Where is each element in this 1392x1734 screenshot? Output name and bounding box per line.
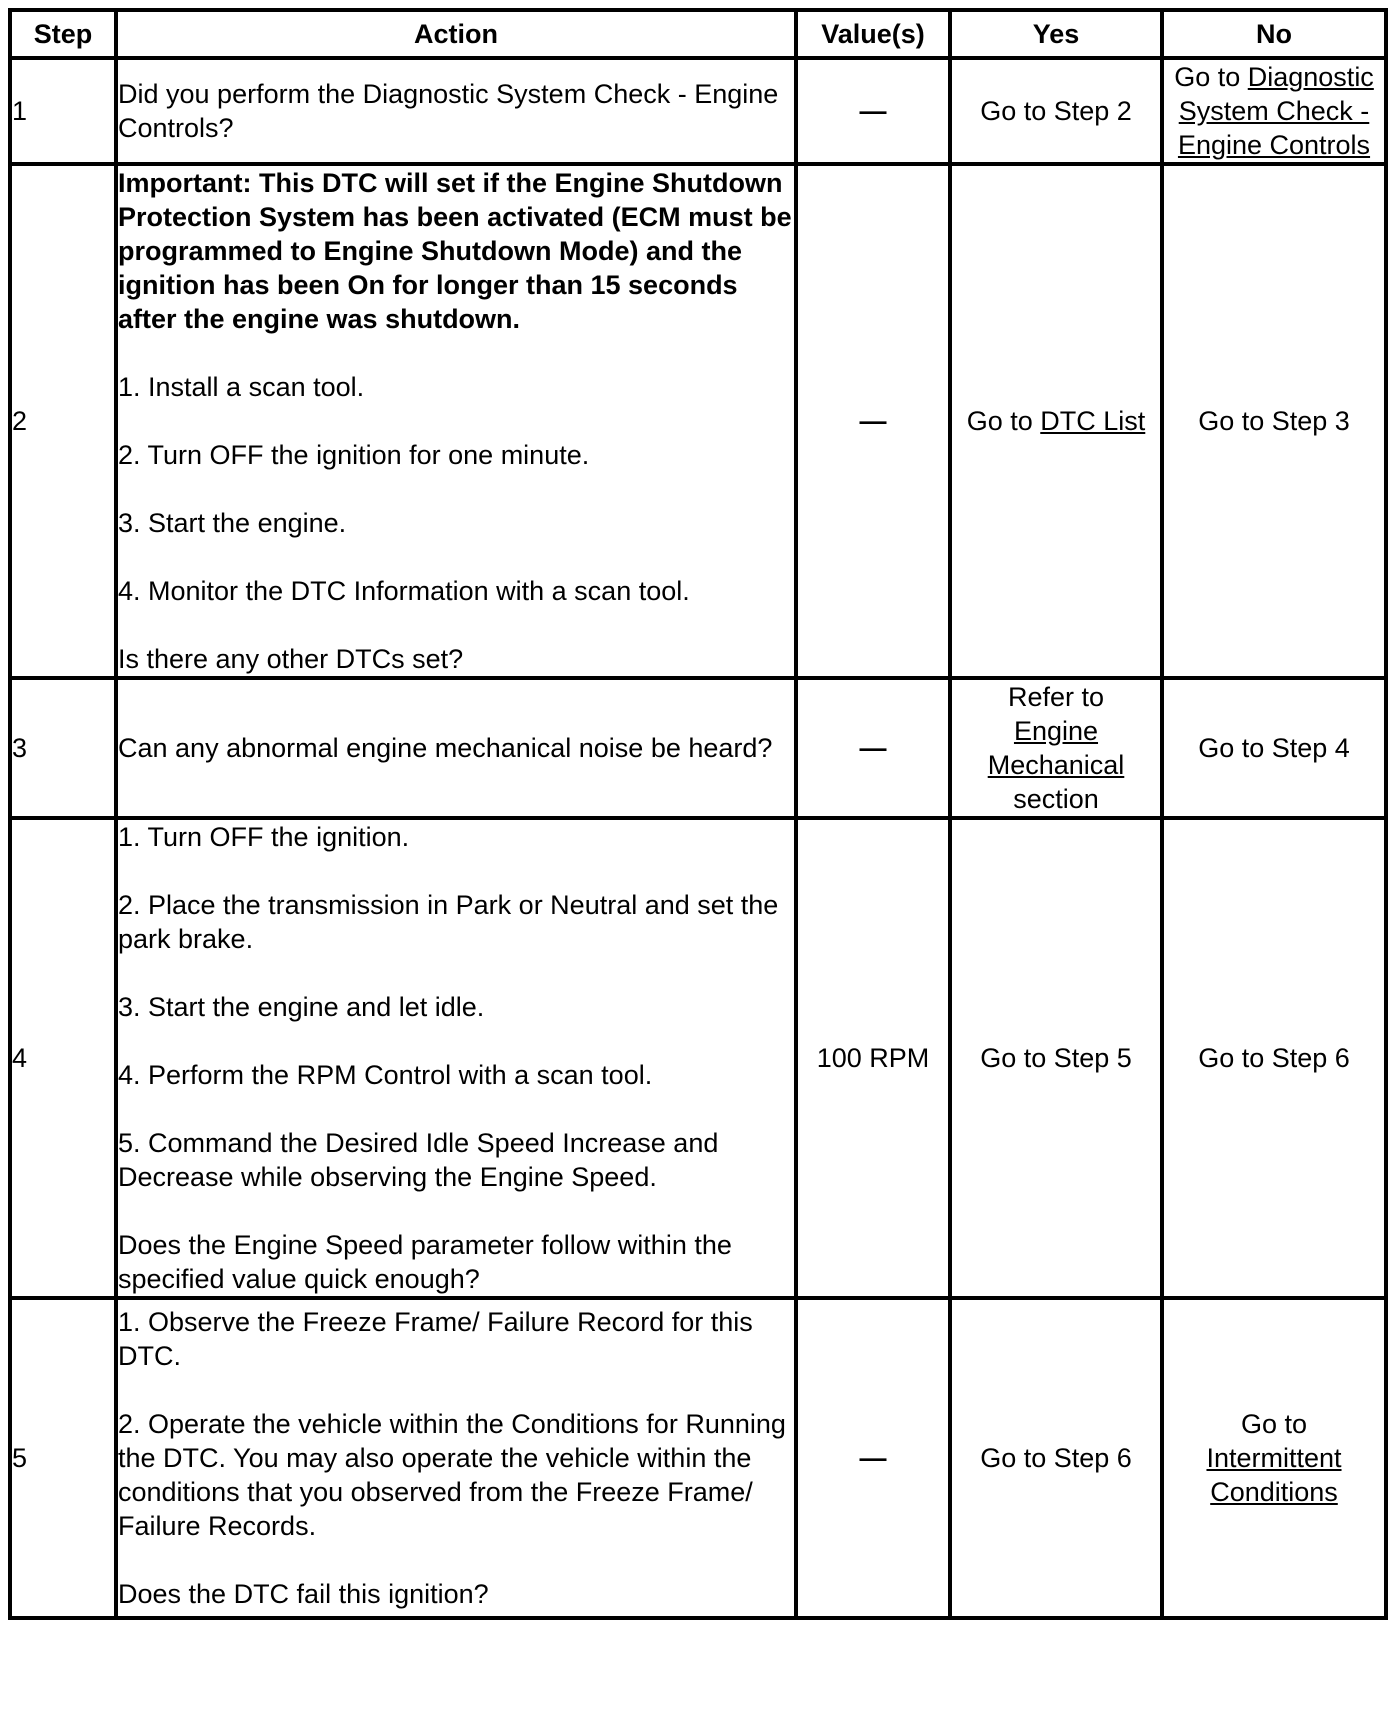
action-question: Does the Engine Speed parameter follow within the specified value quick enough? — [118, 1230, 732, 1294]
value-cell: — — [796, 58, 950, 164]
table-row-step-3 — [10, 678, 1386, 818]
link-intermittent-conditions[interactable]: Intermittent Conditions — [1206, 1443, 1342, 1507]
action-cell — [116, 678, 796, 818]
no-cell — [1162, 58, 1386, 164]
yes-cell: Go to Step 2 — [950, 58, 1162, 164]
action-step: 2. Turn OFF the ignition for one minute. — [118, 440, 590, 470]
table-row-step-5 — [10, 1298, 1386, 1618]
link-diagnostic-system-check[interactable]: Diagnostic System Check - Engine Controls — [1177, 62, 1374, 160]
table-row-step-4 — [10, 818, 1386, 1298]
action-step: 4. Monitor the DTC Information with a scan tool. — [118, 576, 690, 606]
header-yes: Yes — [950, 10, 1162, 58]
yes-cell: Go to Step 6 — [950, 1298, 1162, 1618]
action-step: 1. Install a scan tool. — [118, 372, 365, 402]
step-number: 3 — [10, 678, 116, 818]
table-row-step-1 — [10, 58, 1386, 164]
yes-prefix: Refer to — [1007, 682, 1105, 712]
yes-cell: Go to Step 5 — [950, 818, 1162, 1298]
no-cell: Go to Step 6 — [1162, 818, 1386, 1298]
action-step: 5. Command the Desired Idle Speed Increase and Decrease while observing the Engine Speed. — [118, 1128, 719, 1192]
no-cell: Go to Step 4 — [1162, 678, 1386, 818]
action-question: Can any abnormal engine mechanical noise be heard? — [118, 733, 773, 763]
no-cell — [1162, 1298, 1386, 1618]
yes-suffix: section — [1013, 784, 1099, 814]
no-prefix: Go to — [1174, 62, 1241, 92]
important-note: Important: This DTC will set if the Engine Shutdown Protection System has been activated (ECM must be programmed to Engine Shutdown Mode) and the ignition has been On for longer than 15 seconds after the engine was shutdown. — [118, 168, 792, 334]
step-number: 1 — [10, 58, 116, 164]
step-number: 4 — [10, 818, 116, 1298]
action-cell — [116, 1298, 796, 1618]
no-cell: Go to Step 3 — [1162, 164, 1386, 678]
action-step: 3. Start the engine. — [118, 508, 347, 538]
action-step: 2. Place the transmission in Park or Neutral and set the park brake. — [118, 890, 779, 954]
action-cell — [116, 164, 796, 678]
value-cell: — — [796, 678, 950, 818]
value-cell: 100 RPM — [796, 818, 950, 1298]
header-values: Value(s) — [796, 10, 950, 58]
value-cell: — — [796, 1298, 950, 1618]
link-engine-mechanical[interactable]: Engine Mechanical — [987, 716, 1125, 780]
no-prefix: Go to — [1240, 1409, 1308, 1439]
header-no: No — [1162, 10, 1386, 58]
action-question: Does the DTC fail this ignition? — [118, 1579, 489, 1609]
value-cell: — — [796, 164, 950, 678]
step-number: 5 — [10, 1298, 116, 1618]
action-step: 1. Turn OFF the ignition. — [118, 822, 410, 852]
action-question: Did you perform the Diagnostic System Check - Engine Controls? — [118, 79, 779, 143]
yes-cell — [950, 164, 1162, 678]
table-row-step-2 — [10, 164, 1386, 678]
header-action: Action — [116, 10, 796, 58]
header-row — [10, 10, 1386, 58]
step-number: 2 — [10, 164, 116, 678]
action-cell — [116, 818, 796, 1298]
action-question: Is there any other DTCs set? — [118, 644, 464, 674]
action-cell — [116, 58, 796, 164]
action-step: 4. Perform the RPM Control with a scan tool. — [118, 1060, 653, 1090]
header-step: Step — [10, 10, 116, 58]
link-dtc-list[interactable]: DTC List — [1040, 406, 1146, 436]
yes-cell — [950, 678, 1162, 818]
action-step: 3. Start the engine and let idle. — [118, 992, 485, 1022]
action-step: 1. Observe the Freeze Frame/ Failure Record for this DTC. — [118, 1307, 753, 1371]
yes-prefix: Go to — [966, 406, 1033, 436]
action-step: 2. Operate the vehicle within the Conditions for Running the DTC. You may also operate the vehicle within the conditions that you observed from the Freeze Frame/ Failure Records. — [118, 1409, 786, 1541]
diagnostic-table — [8, 8, 1388, 1620]
